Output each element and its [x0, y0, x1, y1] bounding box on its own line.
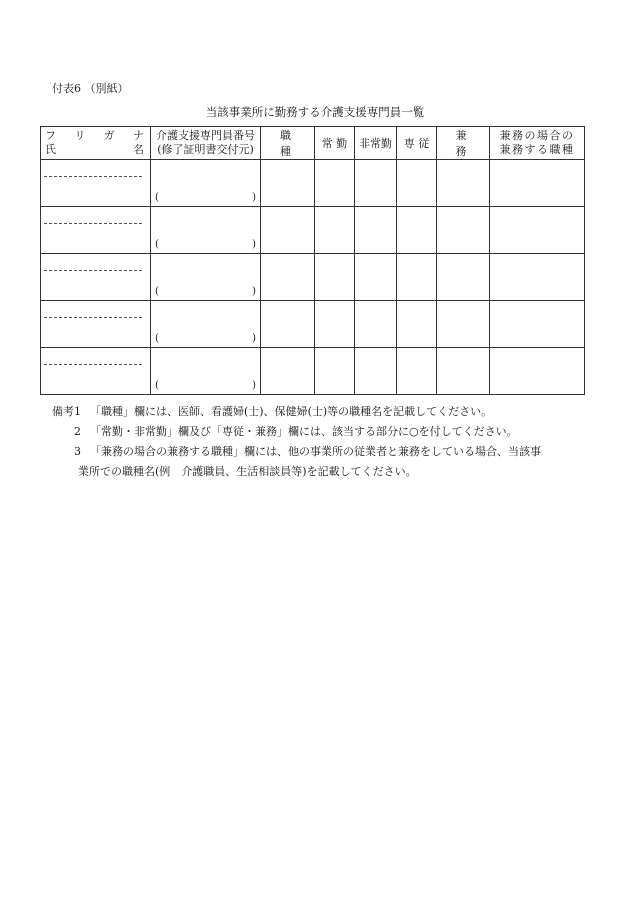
job-type-field[interactable] — [261, 254, 315, 301]
cert-number-field[interactable] — [151, 301, 261, 348]
part-time-field[interactable] — [355, 301, 397, 348]
staff-table — [40, 126, 585, 395]
paren-close: ) — [252, 333, 256, 344]
concurrent-field[interactable] — [437, 301, 490, 348]
name-field[interactable] — [41, 348, 151, 395]
name-field[interactable] — [41, 160, 151, 207]
job-type-field[interactable] — [261, 301, 315, 348]
header-name: フ リ ガ ナ 氏 名 — [41, 127, 151, 160]
part-time-field[interactable] — [355, 348, 397, 395]
furigana-divider — [44, 317, 142, 318]
job-type-field[interactable] — [261, 160, 315, 207]
table-row — [41, 160, 585, 207]
other-job-field[interactable] — [490, 254, 585, 301]
header-full-time: 常 勤 — [315, 127, 355, 160]
full-time-field[interactable] — [315, 301, 355, 348]
other-job-field[interactable] — [490, 207, 585, 254]
dedicated-field[interactable] — [397, 160, 437, 207]
notes — [52, 402, 592, 482]
job-type-field[interactable] — [261, 348, 315, 395]
paren-open: ( — [155, 333, 159, 344]
part-time-field[interactable] — [355, 207, 397, 254]
note-1: 備考1 「職種」欄には、医師、看護婦(士)、保健婦(士)等の職種名を記載してください。 — [52, 405, 493, 418]
other-job-field[interactable] — [490, 301, 585, 348]
full-time-field[interactable] — [315, 348, 355, 395]
note-3: 3 「兼務の場合の兼務する職種」欄には、他の事業所の従業者と兼務をしている場合、当該事 — [74, 445, 541, 458]
page-label: 付表6 （別紙） — [52, 82, 129, 95]
name-field[interactable] — [41, 301, 151, 348]
part-time-field[interactable] — [355, 254, 397, 301]
header-other-job: 兼務の場合の 兼務する職種 — [490, 127, 585, 160]
name-field[interactable] — [41, 254, 151, 301]
job-type-field[interactable] — [261, 207, 315, 254]
table-header-row — [41, 127, 585, 160]
furigana-divider — [44, 223, 142, 224]
dedicated-field[interactable] — [397, 207, 437, 254]
furigana-divider — [44, 176, 142, 177]
paren-close: ) — [252, 192, 256, 203]
paren-close: ) — [252, 286, 256, 297]
paren-close: ) — [252, 380, 256, 391]
part-time-field[interactable] — [355, 160, 397, 207]
header-cert-number: 介護支援専門員番号 (修了証明書交付元) — [151, 127, 261, 160]
concurrent-field[interactable] — [437, 160, 490, 207]
table-row — [41, 348, 585, 395]
full-time-field[interactable] — [315, 254, 355, 301]
other-job-field[interactable] — [490, 348, 585, 395]
header-concurrent: 兼 務 — [437, 127, 490, 160]
dedicated-field[interactable] — [397, 301, 437, 348]
header-job-type: 職 種 — [261, 127, 315, 160]
concurrent-field[interactable] — [437, 254, 490, 301]
concurrent-field[interactable] — [437, 207, 490, 254]
table-row — [41, 301, 585, 348]
header-part-time: 非常勤 — [355, 127, 397, 160]
header-dedicated: 専 従 — [397, 127, 437, 160]
cert-number-field[interactable] — [151, 348, 261, 395]
dedicated-field[interactable] — [397, 348, 437, 395]
dedicated-field[interactable] — [397, 254, 437, 301]
table-row — [41, 207, 585, 254]
document-title: 当該事業所に勤務する介護支援専門員一覧 — [205, 105, 425, 119]
name-field[interactable] — [41, 207, 151, 254]
other-job-field[interactable] — [490, 160, 585, 207]
paren-close: ) — [252, 239, 256, 250]
paren-open: ( — [155, 239, 159, 250]
table-row — [41, 254, 585, 301]
full-time-field[interactable] — [315, 207, 355, 254]
cert-number-field[interactable] — [151, 160, 261, 207]
furigana-divider — [44, 270, 142, 271]
cert-number-field[interactable] — [151, 254, 261, 301]
paren-open: ( — [155, 380, 159, 391]
cert-number-field[interactable] — [151, 207, 261, 254]
note-3-continued: 業所での職種名(例 介護職員、生活相談員等)を記載してください。 — [78, 465, 417, 478]
furigana-divider — [44, 364, 142, 365]
paren-open: ( — [155, 286, 159, 297]
paren-open: ( — [155, 192, 159, 203]
concurrent-field[interactable] — [437, 348, 490, 395]
full-time-field[interactable] — [315, 160, 355, 207]
note-2: 2 「常勤・非常勤」欄及び「専従・兼務」欄には、該当する部分に○を付してください。 — [74, 425, 518, 438]
